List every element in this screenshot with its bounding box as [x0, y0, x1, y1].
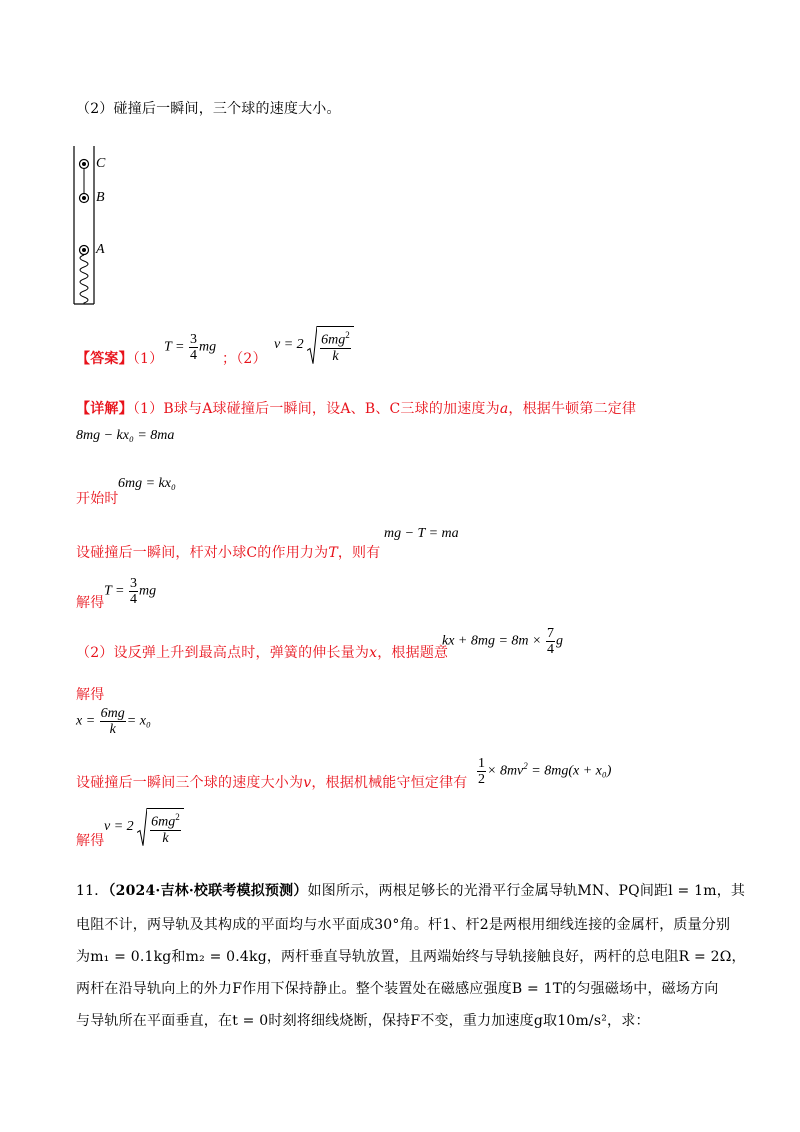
question-part-2: （2）碰撞后一瞬间，三个球的速度大小。	[76, 101, 341, 117]
eq-4	[104, 576, 156, 607]
eq-8	[104, 808, 184, 846]
detail-line-3	[76, 542, 380, 562]
eq-7-frac	[477, 756, 486, 787]
detail-line7-text: 设碰撞后一瞬间三个球的速度大小为	[76, 775, 304, 791]
detail-line3-text: 设碰撞后一瞬间，杆对小球C的作用力为	[76, 545, 329, 561]
eq-4-den: 4	[129, 592, 137, 607]
eq-4-tail: mg	[138, 583, 157, 599]
eq-8-rad-sup: 2	[175, 812, 180, 822]
detail-line-7	[76, 772, 468, 792]
answer-sep-p2	[222, 348, 267, 368]
problem-11-line-3: 为m₁ = 0.1kg和m₂ = 0.4kg，两杆垂直导轨放置，且两端始终与导轨接触良好，两杆的总电阻R = 2Ω，	[76, 949, 746, 965]
problem-11-line-4: 两杆在沿导轨向上的外力F作用下保持静止。整个装置处在磁感应强度B = 1T的匀强磁场中，磁场方向	[76, 981, 719, 997]
eq-5	[442, 626, 563, 657]
detail-line1-text: （1）B球与A球碰撞后一瞬间，设A、B、C三球的加速度为	[132, 401, 500, 417]
detail-line-1	[76, 398, 636, 418]
label-a: A	[96, 242, 105, 257]
eq-8-rad-den: k	[162, 830, 169, 846]
eq-6	[76, 706, 151, 737]
problem-11-number: 11．	[76, 883, 109, 899]
detail-line5-tail: ，根据题意	[377, 645, 449, 661]
sqrt-sign-icon	[137, 808, 147, 846]
answer-tag: 【答案】	[76, 351, 133, 367]
detail-line1-var: a	[499, 401, 509, 417]
eq-8-rad-num: 6mg	[151, 814, 176, 830]
eq-7	[476, 756, 611, 787]
label-c: C	[96, 156, 106, 171]
solve-label-1: 解得	[76, 595, 105, 611]
answer-eq-t	[164, 332, 216, 363]
ball-c-core	[82, 162, 86, 166]
eq-8-sqrt	[137, 808, 184, 846]
detail-line5-var: x	[369, 645, 378, 661]
eq-5-frac	[546, 626, 555, 657]
eq-4-frac	[129, 576, 138, 607]
ball-b-core	[82, 196, 86, 200]
spring	[80, 255, 88, 304]
answer-rad-den: k	[332, 348, 339, 364]
problem-11-line-5: 与导轨所在平面垂直，在t = 0时刻将细线烧断，保持F不变，重力加速度g取10m/s²，求：	[76, 1013, 650, 1029]
detail-line7-tail: ，根据机械能守恒定律有	[311, 775, 468, 791]
detail-line-5	[76, 642, 448, 662]
answer-p1: （1）	[132, 351, 164, 367]
answer-v-sqrt	[307, 326, 354, 364]
eq-7-tail: = 8mg(x + x₀)	[531, 763, 612, 779]
eq-7-den: 2	[478, 772, 485, 787]
solve-label-3: 解得	[76, 833, 105, 849]
eq-7-sup: 2	[523, 761, 528, 772]
eq-7-mid: × 8mv	[487, 763, 524, 779]
answer-t-frac	[189, 332, 198, 363]
eq-5-den: 4	[547, 642, 554, 657]
sqrt-sign-icon	[307, 326, 317, 364]
eq-4-num: 3	[129, 576, 137, 591]
answer-rad-num: 6mg	[321, 332, 346, 348]
eq-6-lhs: x =	[76, 713, 96, 729]
answer-p2: （2）	[236, 351, 267, 367]
eq-2: 6mg = kx₀	[118, 476, 176, 491]
eq-3: mg − T = ma	[384, 526, 459, 541]
answer-t-tail: mg	[198, 339, 217, 355]
eq-8-lhs: v = 2	[104, 819, 134, 835]
eq-6-den: k	[109, 722, 116, 737]
eq-5-num: 7	[547, 626, 554, 641]
eq-4-lhs: T =	[104, 583, 125, 599]
eq-7-num: 1	[478, 756, 485, 771]
eq-6-num: 6mg	[100, 706, 125, 721]
answer-t-frac-den: 4	[189, 348, 197, 363]
label-b: B	[96, 190, 105, 205]
answer-t-lhs: T =	[164, 339, 185, 355]
solve-label-2: 解得	[76, 687, 105, 703]
problem-11-line-1	[76, 880, 745, 900]
eq-5-lhs: kx + 8mg = 8m ×	[442, 633, 542, 649]
problem-11-line-2: 电阻不计，两导轨及其构成的平面均与水平面成30°角。杆1、杆2是两根用细线连接的金属杆，质量分别	[76, 917, 731, 933]
detail-line3-tail: ，则有	[337, 545, 381, 561]
detail-line7-var: v	[303, 775, 312, 791]
detail-line1-tail: ，根据牛顿第二定律	[508, 401, 637, 417]
answer-t-frac-num: 3	[189, 332, 197, 347]
problem-11-text-1: 如图所示，两根足够长的光滑平行金属导轨MN、PQ间距l = 1m，其	[307, 883, 746, 899]
start-label: 开始时	[76, 491, 119, 507]
answer-sep: ；	[222, 351, 237, 367]
detail-line3-var: T	[328, 545, 338, 561]
eq-6-frac	[100, 706, 126, 737]
eq-6-tail: = x₀	[126, 713, 151, 729]
detail-line5-text: （2）设反弹上升到最高点时，弹簧的伸长量为	[76, 645, 370, 661]
ball-a-core	[82, 248, 86, 252]
eq-5-tail: g	[556, 633, 563, 649]
answer-line	[76, 348, 163, 368]
answer-eq-v	[274, 326, 354, 364]
problem-11-source: （2024·吉林·校联考模拟预测）	[108, 883, 308, 899]
answer-rad-sup: 2	[345, 330, 350, 340]
answer-v-lhs: v = 2	[274, 337, 304, 353]
eq-1: 8mg − kx₀ = 8ma	[76, 428, 175, 443]
detail-tag: 【详解】	[76, 401, 133, 417]
